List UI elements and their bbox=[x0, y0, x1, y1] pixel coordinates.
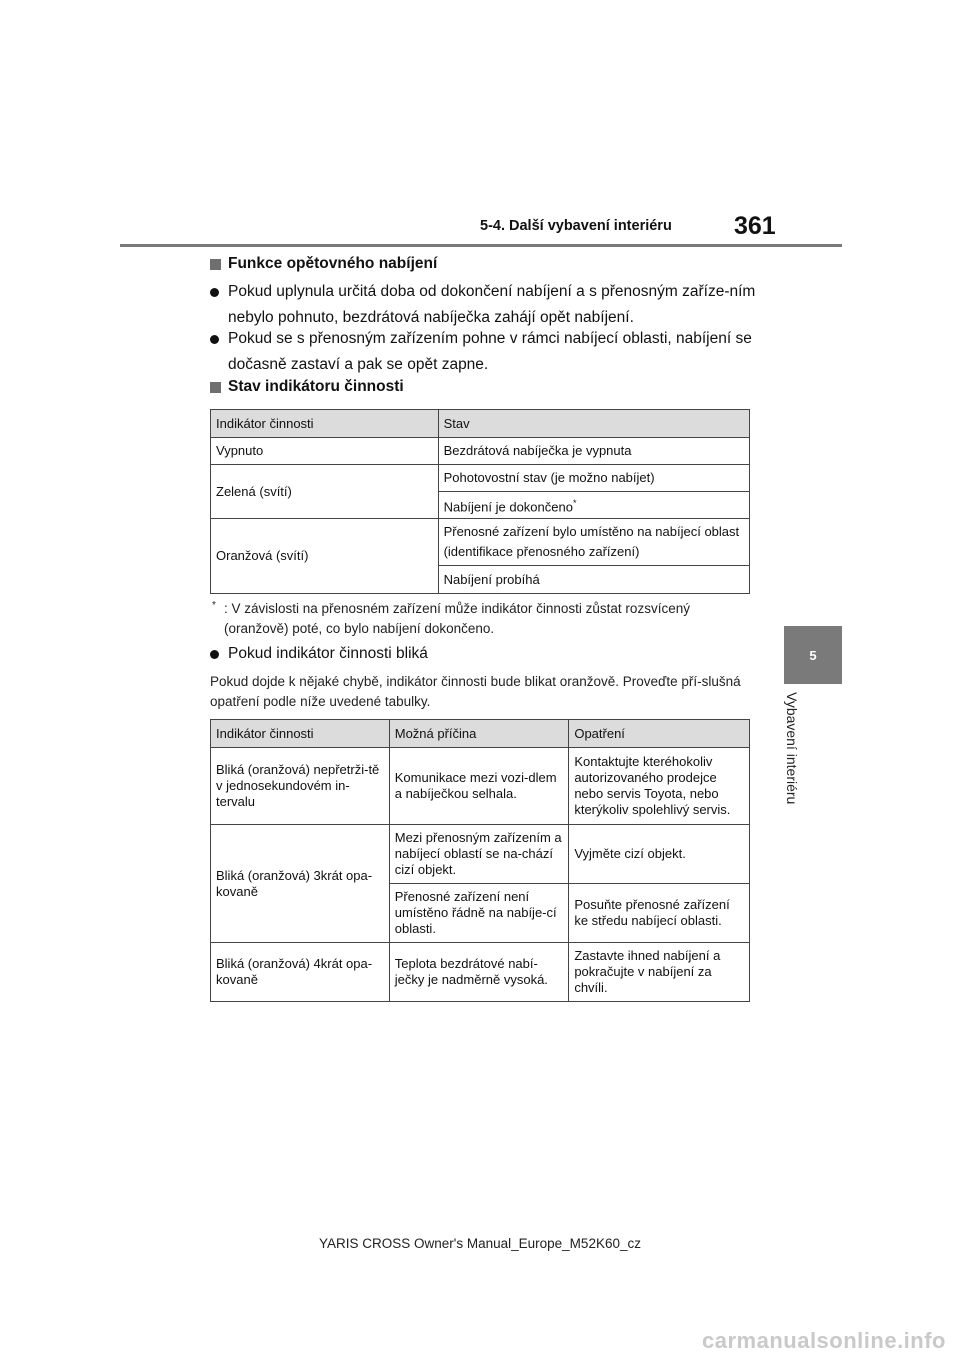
chapter-tab bbox=[784, 626, 842, 684]
chapter-number: 5 bbox=[809, 647, 817, 663]
indicator-state-heading-text: Stav indikátoru činnosti bbox=[228, 378, 404, 395]
cause-cell: Teplota bezdrátové nabí-ječky je nadměrně vysoká. bbox=[389, 943, 569, 1002]
blinking-bullet bbox=[210, 641, 750, 667]
indicator-cell: Oranžová (svítí) bbox=[211, 519, 439, 594]
column-header: Stav bbox=[438, 410, 749, 438]
footnote-text: : V závislosti na přenosném zařízení může indikátor činnosti zůstat rozsvícený (oranžově) poté, co bylo nabíjení dokončeno. bbox=[224, 601, 690, 636]
square-bullet-icon bbox=[210, 259, 221, 270]
recharge-heading-text: Funkce opětovného nabíjení bbox=[228, 255, 438, 272]
column-header: Možná příčina bbox=[389, 720, 569, 748]
state-text: Nabíjení je dokončeno bbox=[443, 499, 573, 515]
indicator-state-table bbox=[210, 409, 750, 594]
header-divider bbox=[120, 244, 842, 247]
table-row bbox=[211, 825, 750, 884]
cause-cell: Mezi přenosným zařízením a nabíjecí oblastí se na-chází cizí objekt. bbox=[389, 825, 569, 884]
indicator-cell: Zelená (svítí) bbox=[211, 465, 439, 519]
indicator-cell: Bliká (oranžová) nepřetrži-tě v jednosekundovém in-tervalu bbox=[211, 748, 390, 825]
section-title: 5-4. Další vybavení interiéru bbox=[480, 218, 672, 234]
table-row bbox=[211, 748, 750, 825]
footnote-marker: * bbox=[572, 498, 577, 508]
page-number: 361 bbox=[734, 212, 776, 240]
bullet-dot-icon bbox=[210, 650, 219, 659]
footnote-marker: * bbox=[212, 600, 216, 611]
bullet-text: Pokud indikátor činnosti bliká bbox=[228, 645, 428, 662]
action-cell: Kontaktujte kteréhokoliv autorizovaného prodejce nebo servis Toyota, nebo kterýkoliv spolehlivý servis. bbox=[569, 748, 750, 825]
column-header: Indikátor činnosti bbox=[211, 720, 390, 748]
recharge-heading bbox=[210, 255, 437, 273]
indicator-cell: Vypnuto bbox=[211, 438, 439, 465]
action-cell: Vyjměte cizí objekt. bbox=[569, 825, 750, 884]
table-row bbox=[211, 519, 750, 566]
bullet-text: Pokud uplynula určitá doba od dokončení nabíjení a s přenosným zaříze-ním nebylo pohnuto, bezdrátová nabíječka zahájí opět nabíjení. bbox=[228, 283, 756, 326]
state-cell: Přenosné zařízení bylo umístěno na nabíjecí oblast (identifikace přenosného zařízení) bbox=[438, 519, 749, 566]
cause-cell: Přenosné zařízení není umístěno řádně na nabíje-cí oblasti. bbox=[389, 884, 569, 943]
chapter-label: Vybavení interiéru bbox=[784, 692, 800, 805]
column-header: Opatření bbox=[569, 720, 750, 748]
bullet-text: Pokud se s přenosným zařízením pohne v rámci nabíjecí oblasti, nabíjení se dočasně zastaví a pak se opět zapne. bbox=[228, 330, 752, 373]
action-cell: Posuňte přenosné zařízení ke středu nabíjecí oblasti. bbox=[569, 884, 750, 943]
table-header-row bbox=[211, 720, 750, 748]
state-cell: Nabíjení probíhá bbox=[438, 566, 749, 594]
bullet-dot-icon bbox=[210, 335, 219, 344]
blinking-table bbox=[210, 719, 750, 1002]
bullet-dot-icon bbox=[210, 288, 219, 297]
column-header: Indikátor činnosti bbox=[211, 410, 439, 438]
table-header-row bbox=[211, 410, 750, 438]
indicator-cell: Bliká (oranžová) 3krát opa-kovaně bbox=[211, 825, 390, 943]
square-bullet-icon bbox=[210, 382, 221, 393]
footer-text: YARIS CROSS Owner's Manual_Europe_M52K60_cz bbox=[319, 1236, 641, 1251]
state-cell bbox=[438, 492, 749, 519]
table-row bbox=[211, 943, 750, 1002]
footnote bbox=[210, 599, 750, 639]
indicator-state-heading bbox=[210, 378, 404, 396]
indicator-cell: Bliká (oranžová) 4krát opa-kovaně bbox=[211, 943, 390, 1002]
state-cell: Pohotovostní stav (je možno nabíjet) bbox=[438, 465, 749, 492]
recharge-bullet-2 bbox=[210, 326, 750, 378]
watermark: carmanualsonline.info bbox=[702, 1328, 946, 1353]
recharge-bullet-1 bbox=[210, 279, 756, 331]
state-cell: Bezdrátová nabíječka je vypnuta bbox=[438, 438, 749, 465]
table-row bbox=[211, 465, 750, 492]
table-row bbox=[211, 438, 750, 465]
chapter-side-label bbox=[784, 692, 806, 842]
cause-cell: Komunikace mezi vozi-dlem a nabíječkou selhala. bbox=[389, 748, 569, 825]
blinking-intro: Pokud dojde k nějaké chybě, indikátor činnosti bude blikat oranžově. Proveďte pří-slušná opatření podle níže uvedené tabulky. bbox=[210, 674, 741, 709]
action-cell: Zastavte ihned nabíjení a pokračujte v nabíjení za chvíli. bbox=[569, 943, 750, 1002]
